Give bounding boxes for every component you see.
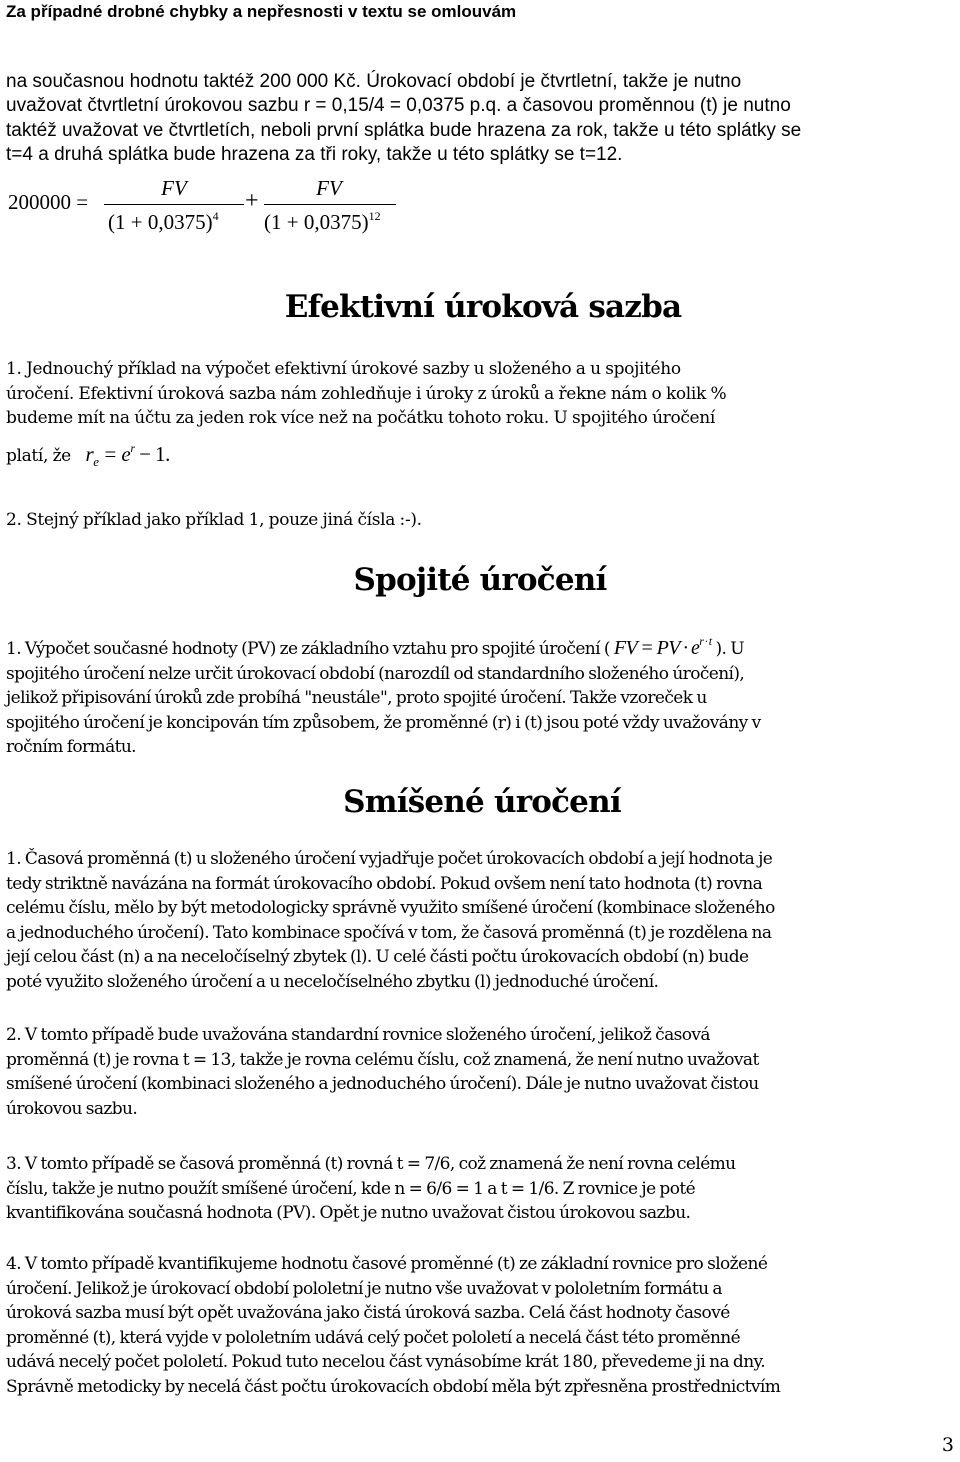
text-line: úrokovou sazbu. (6, 1098, 138, 1119)
exponent-2: 12 (368, 209, 381, 223)
smisene-paragraph-1 (6, 847, 956, 995)
text-line: 1. Časová proměnná (t) u složeného úročení vyjadřuje počet úrokovacích období a její hodnota je (6, 849, 773, 869)
formula-equals-e: = e (103, 441, 131, 466)
formula-lhs: 200000 = (8, 190, 89, 214)
formula-end: − 1. (139, 441, 171, 466)
plus-sign: + (245, 188, 259, 214)
text-line: úročení. Jelikož je úrokovací období pololetní je nutno vše uvažovat v pololetním formátu a (6, 1278, 722, 1299)
text-line: a jednoduchého úročení). Tato kombinace spočívá v tom, že časová proměnná (t) je rozdělena na (6, 922, 772, 943)
text-line-with-formula (6, 629, 956, 662)
fraction-bar-1 (104, 204, 244, 205)
denominator-2-text: (1 + 0,0375) (264, 210, 369, 234)
page-number: 3 (941, 1434, 954, 1456)
text-line: ročním formátu. (6, 737, 136, 758)
intro-paragraph (6, 70, 956, 168)
text-line: číslu, takže je nutno použít smíšené úročení, kde n = 6/6 = 1 a t = 1/6. Z rovnice je poté (6, 1178, 696, 1199)
formula-exponent: r (130, 440, 135, 455)
header-note: Za případné drobné chybky a nepřesnosti v textu se omlouvám (6, 2, 517, 21)
efektivni-paragraph-2 (6, 508, 956, 533)
text-line: 3. V tomto případě se časová proměnná (t) rovná t = 7/6, což znamená že není rovna celému (6, 1154, 736, 1174)
spojite-paragraph (6, 629, 956, 760)
formula-denominator-2 (264, 209, 381, 235)
continuous-formula: FV = PV · e (613, 637, 700, 659)
efektivni-paragraph-1 (6, 357, 956, 474)
denominator-1-text: (1 + 0,0375) (108, 210, 213, 234)
formula-prefix: platí, že (6, 445, 71, 466)
formula-numerator-2: FV (316, 176, 342, 200)
smisene-paragraph-3 (6, 1152, 956, 1226)
text-line: na současnou hodnotu taktéž 200 000 Kč. Úrokovací období je čtvrtletní, takže je nutno (6, 71, 742, 92)
formula-numerator-1: FV (161, 176, 187, 200)
text-line: tedy striktně navázána na formát úrokovacího období. Pokud ovšem není tato hodnota (t) rovna (6, 873, 763, 894)
text-line: t=4 a druhá splátka bude hrazena za tři roky, takže u této splátky se t=12. (6, 144, 623, 166)
line-suffix: ). U (715, 639, 744, 659)
text-line: Správně metodicky by necelá část počtu úrokovacích období měla být zpřesněna prostřednictvím (6, 1376, 781, 1397)
text-line: celému číslu, mělo by být metodologicky správně využito smíšené úročení (kombinace složeného (6, 898, 775, 919)
text-line: 2. V tomto případě bude uvažována standardní rovnice složeného úročení, jelikož časová (6, 1025, 710, 1045)
text-line: 2. Stejný příklad jako příklad 1, pouze jiná čísla :-). (6, 510, 422, 530)
exponent-1: 4 (212, 209, 219, 223)
text-line: kvantifikována současná hodnota (PV). Opět je nutno uvažovat čistou úrokovou sazbu. (6, 1203, 691, 1224)
text-line: budeme mít na účtu za jeden rok více než na počátku tohoto roku. U spojitého úročení (6, 408, 715, 429)
text-line: jelikož připisování úroků zde probíhá "neustále", proto spojité úročení. Takže vzoreček u (6, 688, 707, 709)
text-line: spojitého úročení nelze určit úrokovací období (narozdíl od standardního složeného úročení), (6, 663, 745, 684)
formula-r: r (85, 441, 94, 466)
text-line: uvažovat čtvrtletní úrokovou sazbu r = 0,15/4 = 0,0375 p.q. a časovou proměnnou (t) je nutno (6, 95, 791, 117)
formula-subscript: e (93, 453, 99, 469)
text-line: smíšené úročení (kombinaci složeného a jednoduchého úročení). Dále je nutno uvažovat čistou (6, 1074, 759, 1095)
continuous-formula-exponent: r · t (699, 634, 712, 648)
line-prefix: 1. Výpočet současné hodnoty (PV) ze základního vztahu pro spojité úročení ( (6, 639, 610, 659)
text-line: udává necelý počet pololetí. Pokud tuto necelou část vynásobíme krát 180, převedeme ji na dny. (6, 1352, 766, 1373)
text-line: 1. Jednouchý příklad na výpočet efektivní úrokové sazby u složeného a u spojitého (6, 359, 681, 379)
text-line: taktéž uvažovat ve čtvrtletích, neboli první splátka bude hrazena za rok, takže u této splátky se (6, 119, 802, 141)
fraction-bar-2 (264, 204, 396, 205)
effective-rate-formula (85, 440, 171, 469)
smisene-paragraph-2 (6, 1023, 956, 1121)
heading-smisene: Smíšené úročení (343, 784, 621, 820)
text-line: úroková sazba musí být opět uvažována jako čistá úroková sazba. Celá část hodnoty časové (6, 1303, 730, 1324)
text-line: spojitého úročení je koncipován tím způsobem, že proměnné (r) i (t) jsou poté vždy uvažovány v (6, 712, 761, 733)
text-line: proměnná (t) je rovna t = 13, takže je rovna celému číslu, což znamená, že není nutno uvažovat (6, 1049, 759, 1070)
text-line: proměnné (t), která vyjde v pololetním udává celý počet pololetí a necelá část této proměnné (6, 1327, 741, 1348)
heading-spojite: Spojité úročení (353, 562, 607, 598)
present-value-formula (8, 176, 408, 246)
heading-efektivni: Efektivní úroková sazba (284, 289, 682, 325)
smisene-paragraph-4 (6, 1252, 956, 1400)
text-line: její celou část (n) a na neceločíselný zbytek (l). U celé části počtu úrokovacích období (n) bude (6, 947, 749, 968)
text-line: 4. V tomto případě kvantifikujeme hodnotu časové proměnné (t) ze základní rovnice pro složené (6, 1254, 768, 1274)
text-line-with-formula (6, 436, 956, 475)
text-line: úročení. Efektivní úroková sazba nám zohledňuje i úroky z úroků a řekne nám o kolik % (6, 383, 727, 404)
text-line: poté využito složeného úročení a u neceločíselného zbytku (l) jednoduché úročení. (6, 971, 659, 992)
formula-denominator-1 (108, 209, 219, 235)
